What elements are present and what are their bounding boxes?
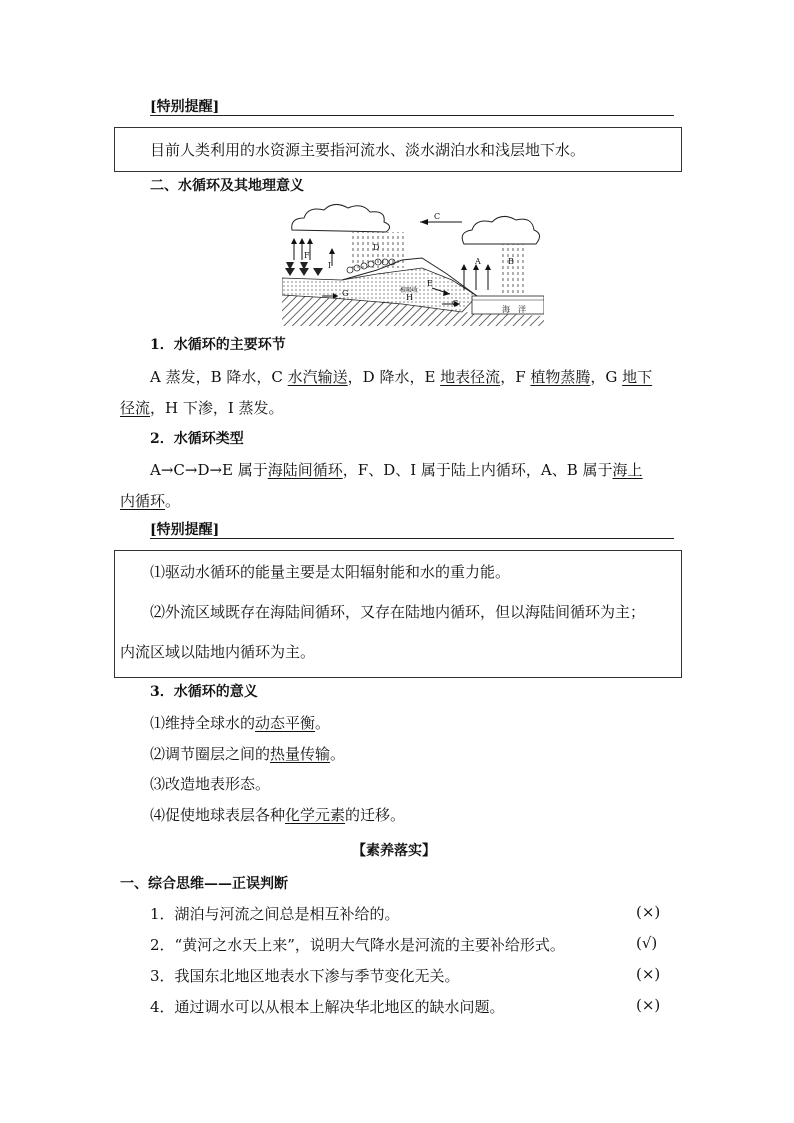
answer-transpiration: 植物蒸腾 — [530, 368, 591, 386]
sub3-title: 3．水循环的意义 — [150, 684, 258, 700]
answer-sea-cycle-2: 内循环 — [120, 492, 166, 510]
links-line-2 — [120, 397, 284, 418]
answer-sea-land-cycle: 海陆间循环 — [267, 461, 343, 479]
label-a: A — [475, 257, 481, 266]
reminder-box-2-line-2: ⑵外流区域既存在海陆间循环，又存在陆地内循环，但以海陆间循环为主； — [150, 603, 646, 621]
question-text: 2．“黄河之水天上来”，说明大气降水是河流的主要补给形式。 — [150, 936, 565, 954]
label-h: H — [406, 293, 413, 302]
section2-title: 二、水循环及其地理意义 — [150, 178, 304, 194]
rain-b — [500, 244, 524, 296]
sub2-title: 2．水循环类型 — [150, 431, 244, 447]
practice-title: 【素养落实】 — [352, 843, 436, 859]
text: 的迁移。 — [345, 806, 406, 824]
text: ，F、D、I 属于陆上内循环，A、B 属于 — [342, 461, 613, 479]
answer-vapor-transport: 水汽输送 — [287, 368, 348, 386]
text: 。 — [165, 492, 181, 510]
sea-text: 海 洋 — [502, 305, 526, 314]
reminder-box-1 — [114, 127, 682, 172]
answer-mark: (×) — [636, 903, 661, 921]
text: ，F — [500, 368, 531, 386]
text: ，G — [590, 368, 623, 386]
special-reminder-label-1: [特别提醒] — [150, 96, 674, 116]
special-reminder-label-2: [特别提醒] — [150, 519, 674, 539]
question-1 — [150, 903, 680, 924]
text: ，H 下渗，I 蒸发。 — [150, 399, 284, 417]
question-text: 1．湖泊与河流之间总是相互补给的。 — [150, 905, 400, 923]
label-e: E — [427, 279, 433, 288]
meaning-4 — [150, 804, 405, 825]
practice-section: 一、综合思维——正误判断 — [120, 876, 288, 892]
answer-mark: (√) — [636, 934, 658, 952]
label-g1: G — [342, 289, 349, 298]
question-2 — [150, 934, 680, 955]
text: A→C→D→E 属于 — [150, 461, 268, 479]
root-absorb-text: 根吸收 — [400, 287, 419, 294]
reminder-box-2-line-3: 内流区域以陆地内循环为主。 — [120, 643, 316, 661]
question-text: 3．我国东北地区地表水下渗与季节变化无关。 — [150, 967, 460, 985]
text: 。 — [330, 745, 346, 763]
text: ，D 降水，E — [347, 368, 441, 386]
sea-cloud — [462, 216, 539, 244]
reminder-box-2-line-1: ⑴驱动水循环的能量主要是太阳辐射能和水的重力能。 — [150, 563, 511, 581]
sub1-title: 1．水循环的主要环节 — [150, 337, 286, 353]
answer-mark: (×) — [636, 996, 661, 1014]
types-line-2 — [120, 490, 180, 511]
answer-underground-1: 地下 — [622, 368, 653, 386]
question-3 — [150, 965, 680, 986]
answer-mark: (×) — [636, 965, 661, 983]
text: ⑴维持全球水的 — [150, 714, 256, 732]
label-b: B — [508, 257, 514, 266]
answer-sea-cycle-1: 海上 — [612, 461, 643, 479]
label-d: D — [373, 243, 380, 252]
links-line-1 — [150, 366, 652, 387]
reminder-box-2 — [114, 550, 682, 678]
meaning-1 — [150, 712, 330, 733]
label-f: F — [304, 251, 310, 260]
meaning-2 — [150, 743, 345, 764]
answer-dynamic-balance: 动态平衡 — [255, 714, 316, 732]
types-line-1 — [150, 459, 643, 480]
text: ⑵调节圈层之间的 — [150, 745, 271, 763]
meaning-3: ⑶改造地表形态。 — [150, 775, 271, 793]
text: A 蒸发，B 降水，C — [150, 368, 288, 386]
water-cycle-diagram — [282, 200, 544, 326]
label-i: I — [328, 261, 332, 270]
land-cloud — [292, 204, 390, 232]
reminder-box-1-text: 目前人类利用的水资源主要指河流水、淡水湖泊水和浅层地下水。 — [150, 141, 586, 159]
answer-surface-runoff: 地表径流 — [440, 368, 501, 386]
answer-underground-2: 径流 — [120, 399, 151, 417]
question-4 — [150, 996, 680, 1017]
label-c: C — [434, 212, 441, 221]
text: 。 — [315, 714, 331, 732]
answer-heat-transfer: 热量传输 — [270, 745, 331, 763]
label-g2: G — [452, 299, 459, 308]
answer-chemical-elements: 化学元素 — [285, 806, 346, 824]
text: ⑷促使地球表层各种 — [150, 806, 286, 824]
question-text: 4．通过调水可以从根本上解决华北地区的缺水问题。 — [150, 998, 505, 1016]
